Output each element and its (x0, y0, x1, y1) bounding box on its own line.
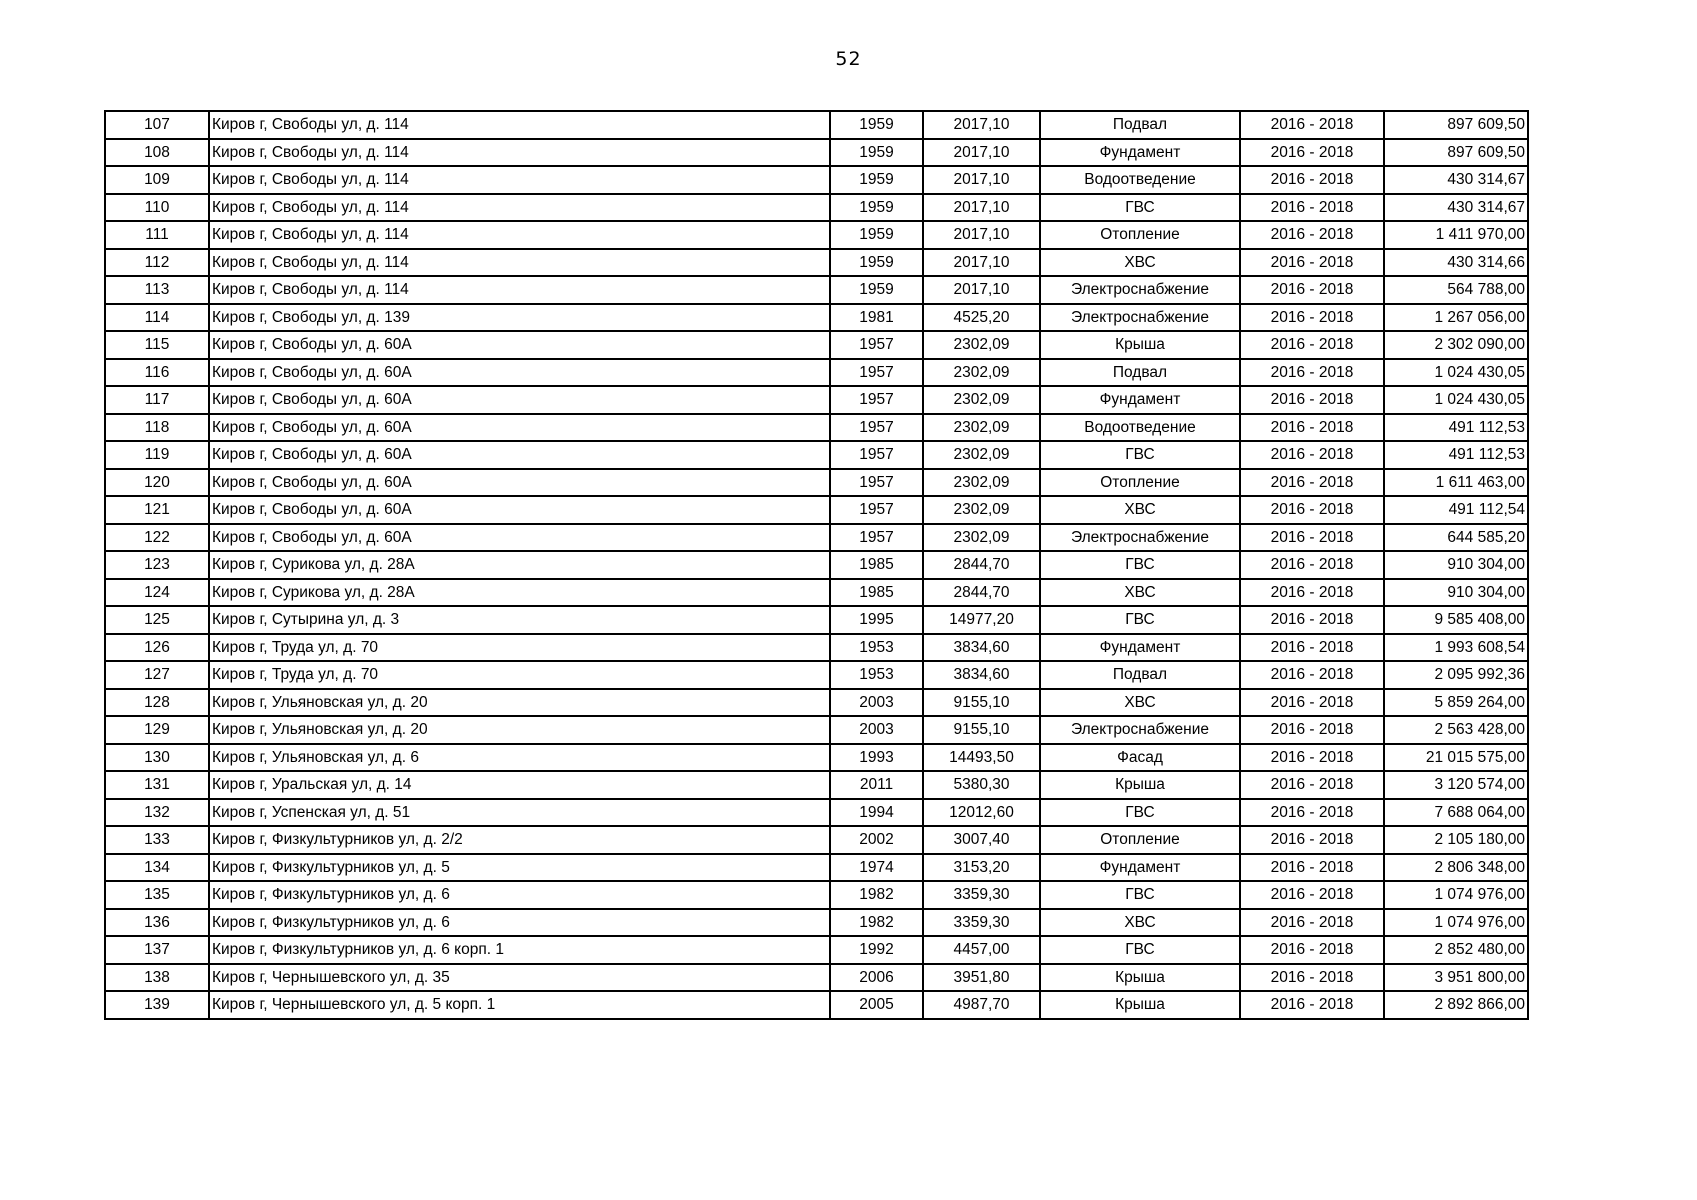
work-type-cell: Крыша (1040, 771, 1240, 799)
period-cell: 2016 - 2018 (1240, 469, 1384, 497)
work-type-cell: ГВС (1040, 194, 1240, 222)
build-year-cell: 1959 (830, 139, 923, 167)
area-cell: 2302,09 (923, 496, 1040, 524)
row-number-cell: 114 (105, 304, 209, 332)
build-year-cell: 1981 (830, 304, 923, 332)
row-number-cell: 115 (105, 331, 209, 359)
table-row (105, 441, 1528, 469)
build-year-cell: 2005 (830, 991, 923, 1019)
period-cell: 2016 - 2018 (1240, 111, 1384, 139)
address-cell: Киров г, Свободы ул, д. 114 (209, 166, 830, 194)
build-year-cell: 1994 (830, 799, 923, 827)
build-year-cell: 1982 (830, 881, 923, 909)
table-row (105, 799, 1528, 827)
work-type-cell: ХВС (1040, 689, 1240, 717)
row-number-cell: 113 (105, 276, 209, 304)
period-cell: 2016 - 2018 (1240, 551, 1384, 579)
period-cell: 2016 - 2018 (1240, 579, 1384, 607)
work-type-cell: ГВС (1040, 936, 1240, 964)
row-number-cell: 130 (105, 744, 209, 772)
row-number-cell: 108 (105, 139, 209, 167)
row-number-cell: 124 (105, 579, 209, 607)
period-cell: 2016 - 2018 (1240, 221, 1384, 249)
build-year-cell: 1995 (830, 606, 923, 634)
area-cell: 4525,20 (923, 304, 1040, 332)
cost-cell: 1 074 976,00 (1384, 909, 1528, 937)
work-type-cell: Электроснабжение (1040, 276, 1240, 304)
period-cell: 2016 - 2018 (1240, 441, 1384, 469)
work-type-cell: Подвал (1040, 111, 1240, 139)
area-cell: 9155,10 (923, 716, 1040, 744)
address-cell: Киров г, Свободы ул, д. 114 (209, 194, 830, 222)
table-row (105, 606, 1528, 634)
row-number-cell: 118 (105, 414, 209, 442)
row-number-cell: 139 (105, 991, 209, 1019)
cost-cell: 1 411 970,00 (1384, 221, 1528, 249)
area-cell: 2302,09 (923, 469, 1040, 497)
period-cell: 2016 - 2018 (1240, 771, 1384, 799)
period-cell: 2016 - 2018 (1240, 634, 1384, 662)
area-cell: 2302,09 (923, 359, 1040, 387)
row-number-cell: 136 (105, 909, 209, 937)
build-year-cell: 2003 (830, 716, 923, 744)
area-cell: 4457,00 (923, 936, 1040, 964)
period-cell: 2016 - 2018 (1240, 276, 1384, 304)
period-cell: 2016 - 2018 (1240, 524, 1384, 552)
work-type-cell: Крыша (1040, 964, 1240, 992)
address-cell: Киров г, Ульяновская ул, д. 20 (209, 689, 830, 717)
table-row (105, 221, 1528, 249)
row-number-cell: 107 (105, 111, 209, 139)
repair-registry-table (104, 110, 1529, 1020)
address-cell: Киров г, Ульяновская ул, д. 20 (209, 716, 830, 744)
address-cell: Киров г, Уральская ул, д. 14 (209, 771, 830, 799)
address-cell: Киров г, Ульяновская ул, д. 6 (209, 744, 830, 772)
address-cell: Киров г, Успенская ул, д. 51 (209, 799, 830, 827)
work-type-cell: Электроснабжение (1040, 524, 1240, 552)
work-type-cell: ХВС (1040, 496, 1240, 524)
cost-cell: 2 563 428,00 (1384, 716, 1528, 744)
address-cell: Киров г, Свободы ул, д. 114 (209, 276, 830, 304)
period-cell: 2016 - 2018 (1240, 854, 1384, 882)
area-cell: 9155,10 (923, 689, 1040, 717)
row-number-cell: 109 (105, 166, 209, 194)
row-number-cell: 120 (105, 469, 209, 497)
address-cell: Киров г, Свободы ул, д. 60А (209, 359, 830, 387)
cost-cell: 5 859 264,00 (1384, 689, 1528, 717)
cost-cell: 491 112,53 (1384, 414, 1528, 442)
row-number-cell: 132 (105, 799, 209, 827)
row-number-cell: 131 (105, 771, 209, 799)
area-cell: 3834,60 (923, 634, 1040, 662)
table-row (105, 936, 1528, 964)
area-cell: 3153,20 (923, 854, 1040, 882)
table-row (105, 414, 1528, 442)
work-type-cell: ХВС (1040, 249, 1240, 277)
cost-cell: 491 112,53 (1384, 441, 1528, 469)
work-type-cell: ГВС (1040, 441, 1240, 469)
area-cell: 4987,70 (923, 991, 1040, 1019)
table-row (105, 964, 1528, 992)
row-number-cell: 121 (105, 496, 209, 524)
period-cell: 2016 - 2018 (1240, 744, 1384, 772)
cost-cell: 1 993 608,54 (1384, 634, 1528, 662)
address-cell: Киров г, Сутырина ул, д. 3 (209, 606, 830, 634)
work-type-cell: Отопление (1040, 469, 1240, 497)
period-cell: 2016 - 2018 (1240, 991, 1384, 1019)
cost-cell: 1 611 463,00 (1384, 469, 1528, 497)
area-cell: 2017,10 (923, 111, 1040, 139)
table-row (105, 771, 1528, 799)
row-number-cell: 134 (105, 854, 209, 882)
address-cell: Киров г, Чернышевского ул, д. 35 (209, 964, 830, 992)
build-year-cell: 2003 (830, 689, 923, 717)
row-number-cell: 129 (105, 716, 209, 744)
build-year-cell: 1959 (830, 166, 923, 194)
table-row (105, 496, 1528, 524)
cost-cell: 644 585,20 (1384, 524, 1528, 552)
area-cell: 2017,10 (923, 221, 1040, 249)
row-number-cell: 111 (105, 221, 209, 249)
build-year-cell: 1957 (830, 359, 923, 387)
period-cell: 2016 - 2018 (1240, 249, 1384, 277)
address-cell: Киров г, Сурикова ул, д. 28А (209, 551, 830, 579)
build-year-cell: 1992 (830, 936, 923, 964)
area-cell: 2017,10 (923, 166, 1040, 194)
cost-cell: 491 112,54 (1384, 496, 1528, 524)
row-number-cell: 128 (105, 689, 209, 717)
build-year-cell: 1957 (830, 524, 923, 552)
build-year-cell: 2002 (830, 826, 923, 854)
work-type-cell: Водоотведение (1040, 166, 1240, 194)
address-cell: Киров г, Свободы ул, д. 60А (209, 524, 830, 552)
period-cell: 2016 - 2018 (1240, 331, 1384, 359)
cost-cell: 2 302 090,00 (1384, 331, 1528, 359)
period-cell: 2016 - 2018 (1240, 799, 1384, 827)
area-cell: 2302,09 (923, 414, 1040, 442)
table-row (105, 579, 1528, 607)
build-year-cell: 1985 (830, 551, 923, 579)
table-row (105, 386, 1528, 414)
area-cell: 3834,60 (923, 661, 1040, 689)
area-cell: 3359,30 (923, 881, 1040, 909)
table-row (105, 909, 1528, 937)
table-row (105, 826, 1528, 854)
address-cell: Киров г, Сурикова ул, д. 28А (209, 579, 830, 607)
address-cell: Киров г, Свободы ул, д. 114 (209, 249, 830, 277)
work-type-cell: Крыша (1040, 991, 1240, 1019)
row-number-cell: 112 (105, 249, 209, 277)
period-cell: 2016 - 2018 (1240, 386, 1384, 414)
table-row (105, 716, 1528, 744)
work-type-cell: ГВС (1040, 881, 1240, 909)
table-row (105, 469, 1528, 497)
cost-cell: 1 024 430,05 (1384, 386, 1528, 414)
build-year-cell: 1993 (830, 744, 923, 772)
table-row (105, 689, 1528, 717)
table-row (105, 634, 1528, 662)
row-number-cell: 110 (105, 194, 209, 222)
address-cell: Киров г, Труда ул, д. 70 (209, 634, 830, 662)
row-number-cell: 116 (105, 359, 209, 387)
table-row (105, 991, 1528, 1019)
table-row (105, 854, 1528, 882)
build-year-cell: 1959 (830, 276, 923, 304)
build-year-cell: 1953 (830, 634, 923, 662)
area-cell: 2844,70 (923, 551, 1040, 579)
area-cell: 2844,70 (923, 579, 1040, 607)
cost-cell: 2 852 480,00 (1384, 936, 1528, 964)
table-row (105, 331, 1528, 359)
build-year-cell: 1974 (830, 854, 923, 882)
row-number-cell: 122 (105, 524, 209, 552)
address-cell: Киров г, Свободы ул, д. 60А (209, 496, 830, 524)
address-cell: Киров г, Труда ул, д. 70 (209, 661, 830, 689)
table-row (105, 661, 1528, 689)
cost-cell: 9 585 408,00 (1384, 606, 1528, 634)
address-cell: Киров г, Свободы ул, д. 139 (209, 304, 830, 332)
address-cell: Киров г, Физкультурников ул, д. 6 корп. 1 (209, 936, 830, 964)
address-cell: Киров г, Чернышевского ул, д. 5 корп. 1 (209, 991, 830, 1019)
build-year-cell: 1957 (830, 331, 923, 359)
work-type-cell: ХВС (1040, 909, 1240, 937)
build-year-cell: 1982 (830, 909, 923, 937)
address-cell: Киров г, Свободы ул, д. 60А (209, 469, 830, 497)
cost-cell: 1 267 056,00 (1384, 304, 1528, 332)
cost-cell: 7 688 064,00 (1384, 799, 1528, 827)
cost-cell: 897 609,50 (1384, 111, 1528, 139)
build-year-cell: 1959 (830, 194, 923, 222)
address-cell: Киров г, Физкультурников ул, д. 2/2 (209, 826, 830, 854)
cost-cell: 910 304,00 (1384, 551, 1528, 579)
address-cell: Киров г, Свободы ул, д. 60А (209, 331, 830, 359)
area-cell: 2017,10 (923, 194, 1040, 222)
work-type-cell: ХВС (1040, 579, 1240, 607)
work-type-cell: ГВС (1040, 606, 1240, 634)
work-type-cell: Подвал (1040, 359, 1240, 387)
row-number-cell: 117 (105, 386, 209, 414)
table-row (105, 111, 1528, 139)
work-type-cell: Водоотведение (1040, 414, 1240, 442)
period-cell: 2016 - 2018 (1240, 359, 1384, 387)
period-cell: 2016 - 2018 (1240, 881, 1384, 909)
work-type-cell: Фасад (1040, 744, 1240, 772)
work-type-cell: Отопление (1040, 826, 1240, 854)
table-row (105, 139, 1528, 167)
table-body (105, 111, 1528, 1019)
row-number-cell: 127 (105, 661, 209, 689)
period-cell: 2016 - 2018 (1240, 414, 1384, 442)
area-cell: 2302,09 (923, 441, 1040, 469)
build-year-cell: 2006 (830, 964, 923, 992)
row-number-cell: 125 (105, 606, 209, 634)
cost-cell: 21 015 575,00 (1384, 744, 1528, 772)
build-year-cell: 1957 (830, 414, 923, 442)
build-year-cell: 2011 (830, 771, 923, 799)
address-cell: Киров г, Физкультурников ул, д. 6 (209, 909, 830, 937)
work-type-cell: Фундамент (1040, 139, 1240, 167)
work-type-cell: Отопление (1040, 221, 1240, 249)
period-cell: 2016 - 2018 (1240, 661, 1384, 689)
address-cell: Киров г, Свободы ул, д. 60А (209, 414, 830, 442)
build-year-cell: 1957 (830, 496, 923, 524)
table-row (105, 249, 1528, 277)
area-cell: 2017,10 (923, 139, 1040, 167)
cost-cell: 2 806 348,00 (1384, 854, 1528, 882)
area-cell: 2302,09 (923, 524, 1040, 552)
cost-cell: 430 314,66 (1384, 249, 1528, 277)
area-cell: 3359,30 (923, 909, 1040, 937)
period-cell: 2016 - 2018 (1240, 304, 1384, 332)
table-row (105, 276, 1528, 304)
area-cell: 2017,10 (923, 276, 1040, 304)
table-row (105, 304, 1528, 332)
work-type-cell: Электроснабжение (1040, 716, 1240, 744)
row-number-cell: 135 (105, 881, 209, 909)
work-type-cell: Подвал (1040, 661, 1240, 689)
address-cell: Киров г, Свободы ул, д. 114 (209, 139, 830, 167)
period-cell: 2016 - 2018 (1240, 139, 1384, 167)
address-cell: Киров г, Свободы ул, д. 60А (209, 441, 830, 469)
cost-cell: 1 024 430,05 (1384, 359, 1528, 387)
cost-cell: 430 314,67 (1384, 166, 1528, 194)
work-type-cell: ГВС (1040, 551, 1240, 579)
table-row (105, 194, 1528, 222)
area-cell: 5380,30 (923, 771, 1040, 799)
area-cell: 3951,80 (923, 964, 1040, 992)
cost-cell: 564 788,00 (1384, 276, 1528, 304)
work-type-cell: Фундамент (1040, 386, 1240, 414)
row-number-cell: 138 (105, 964, 209, 992)
work-type-cell: Электроснабжение (1040, 304, 1240, 332)
period-cell: 2016 - 2018 (1240, 936, 1384, 964)
address-cell: Киров г, Физкультурников ул, д. 5 (209, 854, 830, 882)
work-type-cell: Крыша (1040, 331, 1240, 359)
period-cell: 2016 - 2018 (1240, 909, 1384, 937)
address-cell: Киров г, Свободы ул, д. 114 (209, 111, 830, 139)
address-cell: Киров г, Свободы ул, д. 60А (209, 386, 830, 414)
period-cell: 2016 - 2018 (1240, 826, 1384, 854)
period-cell: 2016 - 2018 (1240, 964, 1384, 992)
cost-cell: 430 314,67 (1384, 194, 1528, 222)
cost-cell: 2 892 866,00 (1384, 991, 1528, 1019)
area-cell: 2017,10 (923, 249, 1040, 277)
period-cell: 2016 - 2018 (1240, 716, 1384, 744)
area-cell: 14977,20 (923, 606, 1040, 634)
build-year-cell: 1959 (830, 221, 923, 249)
address-cell: Киров г, Физкультурников ул, д. 6 (209, 881, 830, 909)
table-row (105, 359, 1528, 387)
table-row (105, 744, 1528, 772)
table-row (105, 524, 1528, 552)
cost-cell: 2 095 992,36 (1384, 661, 1528, 689)
row-number-cell: 123 (105, 551, 209, 579)
address-cell: Киров г, Свободы ул, д. 114 (209, 221, 830, 249)
period-cell: 2016 - 2018 (1240, 166, 1384, 194)
period-cell: 2016 - 2018 (1240, 606, 1384, 634)
work-type-cell: Фундамент (1040, 854, 1240, 882)
cost-cell: 910 304,00 (1384, 579, 1528, 607)
build-year-cell: 1959 (830, 111, 923, 139)
table-row (105, 881, 1528, 909)
area-cell: 14493,50 (923, 744, 1040, 772)
build-year-cell: 1957 (830, 469, 923, 497)
period-cell: 2016 - 2018 (1240, 194, 1384, 222)
cost-cell: 1 074 976,00 (1384, 881, 1528, 909)
cost-cell: 3 951 800,00 (1384, 964, 1528, 992)
period-cell: 2016 - 2018 (1240, 496, 1384, 524)
build-year-cell: 1953 (830, 661, 923, 689)
cost-cell: 3 120 574,00 (1384, 771, 1528, 799)
table-row (105, 166, 1528, 194)
build-year-cell: 1957 (830, 441, 923, 469)
table-row (105, 551, 1528, 579)
area-cell: 2302,09 (923, 386, 1040, 414)
row-number-cell: 126 (105, 634, 209, 662)
period-cell: 2016 - 2018 (1240, 689, 1384, 717)
area-cell: 2302,09 (923, 331, 1040, 359)
cost-cell: 897 609,50 (1384, 139, 1528, 167)
area-cell: 12012,60 (923, 799, 1040, 827)
page-number: 52 (835, 48, 862, 70)
work-type-cell: ГВС (1040, 799, 1240, 827)
row-number-cell: 133 (105, 826, 209, 854)
build-year-cell: 1985 (830, 579, 923, 607)
work-type-cell: Фундамент (1040, 634, 1240, 662)
area-cell: 3007,40 (923, 826, 1040, 854)
build-year-cell: 1957 (830, 386, 923, 414)
row-number-cell: 137 (105, 936, 209, 964)
cost-cell: 2 105 180,00 (1384, 826, 1528, 854)
build-year-cell: 1959 (830, 249, 923, 277)
row-number-cell: 119 (105, 441, 209, 469)
